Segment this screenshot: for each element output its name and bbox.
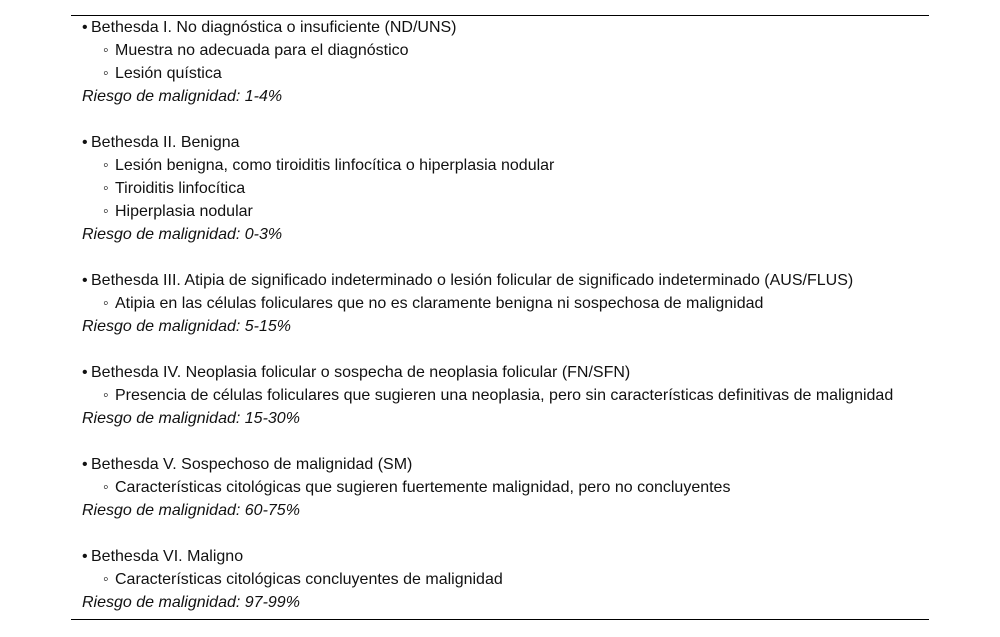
category-title: • Bethesda I. No diagnóstica o insuficiente (ND/UNS) [82,16,928,39]
category-bethesda-5 [82,453,928,522]
category-title: • Bethesda IV. Neoplasia folicular o sospecha de neoplasia folicular (FN/SFN) [82,361,928,384]
category-item: ◦ Hiperplasia nodular [82,200,928,223]
category-bethesda-3 [82,269,928,338]
category-item: ◦ Atipia en las células foliculares que no es claramente benigna ni sospechosa de malignidad [82,292,928,315]
malignancy-risk: Riesgo de malignidad: 5-15% [82,318,292,335]
category-item: ◦ Lesión benigna, como tiroiditis linfocítica o hiperplasia nodular [82,154,928,177]
category-item: ◦ Muestra no adecuada para el diagnóstico [82,39,928,62]
category-item: ◦ Tiroiditis linfocítica [82,177,928,200]
category-title: • Bethesda VI. Maligno [82,545,928,568]
malignancy-risk: Riesgo de malignidad: 60-75% [82,502,300,519]
bethesda-category-list [82,16,928,637]
category-item: ◦ Características citológicas que sugieren fuertemente malignidad, pero no concluyentes [82,476,928,499]
category-title: • Bethesda V. Sospechoso de malignidad (SM) [82,453,928,476]
category-bethesda-1 [82,16,928,108]
category-bethesda-4 [82,361,928,430]
category-title: • Bethesda II. Benigna [82,131,928,154]
category-bethesda-2 [82,131,928,246]
malignancy-risk: Riesgo de malignidad: 15-30% [82,410,300,427]
category-item: ◦ Presencia de células foliculares que sugieren una neoplasia, pero sin características definitivas de malignidad [82,384,928,407]
table-bottom-rule [71,619,929,620]
malignancy-risk: Riesgo de malignidad: 0-3% [82,226,283,243]
category-item: ◦ Características citológicas concluyentes de malignidad [82,568,928,591]
category-item: ◦ Lesión quística [82,62,928,85]
category-title: • Bethesda III. Atipia de significado indeterminado o lesión folicular de significado indeterminado (AUS/FLUS) [82,269,928,292]
malignancy-risk: Riesgo de malignidad: 1-4% [82,88,283,105]
category-bethesda-6 [82,545,928,614]
malignancy-risk: Riesgo de malignidad: 97-99% [82,594,300,611]
